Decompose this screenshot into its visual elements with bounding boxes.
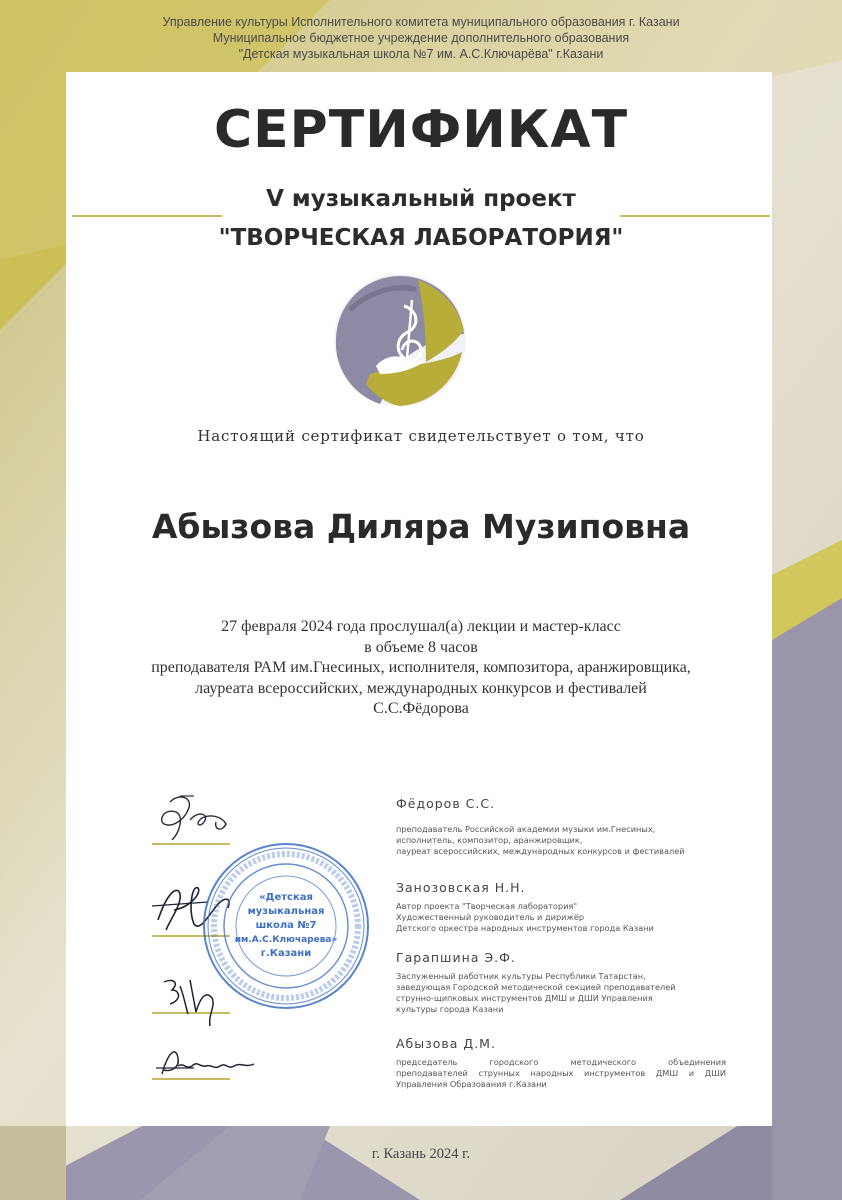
signatory-fedorov [396,796,726,857]
project-logo [330,270,470,410]
recipient-name: Абызова Диляра Музиповна [151,507,691,546]
role-line: струнно-щипковых инструментов ДМШ и ДШИ Управления [396,993,653,1003]
role-line: Художественный руководитель и дирижёр [396,912,585,922]
intro-text: Настоящий сертификат свидетельствует о том, что [197,427,645,445]
issuer-header [0,14,842,62]
official-stamp [200,840,372,1012]
role-line: культуры города Казани [396,1004,504,1014]
certificate-body [0,617,842,720]
header-line-2: Муниципальное бюджетное учреждение дополнительного образования [212,31,630,45]
body-line: лауреата всероссийских, международных конкурсов и фестивалей [195,679,647,697]
signatory-name: Гарапшина Э.Ф. [396,950,516,965]
project-name-line-1: V музыкальный проект [266,186,576,212]
signatory-role [396,971,726,1015]
signatory-name: Абызова Д.М. [396,1036,496,1051]
stamp-text-line: музыкальная [247,906,325,917]
header-line-3: "Детская музыкальная школа №7 им. А.С.Ключарёва" г.Казани [238,47,604,61]
body-line: преподавателя РАМ им.Гнесиных, исполнителя, композитора, аранжировщика, [151,659,691,676]
signatory-role [396,1057,726,1090]
role-line: Автор проекта "Творческая лаборатория" [396,901,578,911]
project-name-line-2: "ТВОРЧЕСКАЯ ЛАБОРАТОРИЯ" [218,225,624,251]
left-divider [72,215,222,217]
role-line: преподавателей струнных народных инструментов ДМШ и ДШИ [396,1068,726,1078]
signatory-garapshina [396,950,726,1015]
place-and-year: г. Казань 2024 г. [371,1146,471,1162]
signatory-zanozovskaya [396,880,726,934]
body-line: 27 февраля 2024 года прослушал(а) лекции и мастер-класс [221,618,621,635]
role-line: исполнитель, композитор, аранжировщик, [396,835,583,845]
signatory-role [396,824,726,857]
stamp-text-line: «Детская [259,892,313,903]
role-line: заведующая Городской методической секцией преподавателей [396,982,676,992]
body-line: С.С.Фёдорова [373,700,469,717]
role-line: преподаватель Российской академии музыки им.Гнесиных, [396,824,656,834]
signatory-abyzova [396,1036,726,1090]
signatory-name: Занозовская Н.Н. [396,880,526,895]
signature-abyzova [154,1038,274,1084]
role-line: лауреат всероссийских, международных конкурсов и фестивалей [396,846,685,856]
header-line-1: Управление культуры Исполнительного комитета муниципального образования г. Казани [162,15,680,29]
role-line: Управления Образования г.Казани [396,1079,547,1089]
stamp-text-line: школа №7 [255,920,317,931]
role-line: председатель городского методического объединения [396,1057,726,1067]
right-divider [620,215,770,217]
certificate-title: СЕРТИФИКАТ [213,100,629,160]
role-line: Заслуженный работник культуры Республики Татарстан, [396,971,646,981]
stamp-text-line: им.А.С.Ключарева» [234,935,338,945]
role-line: Детского оркестра народных инструментов города Казани [396,923,654,933]
signatory-role [396,901,726,934]
stamp-text-line: г.Казани [260,948,312,959]
signatory-name: Фёдоров С.С. [396,796,496,811]
body-line: в объеме 8 часов [364,638,478,656]
